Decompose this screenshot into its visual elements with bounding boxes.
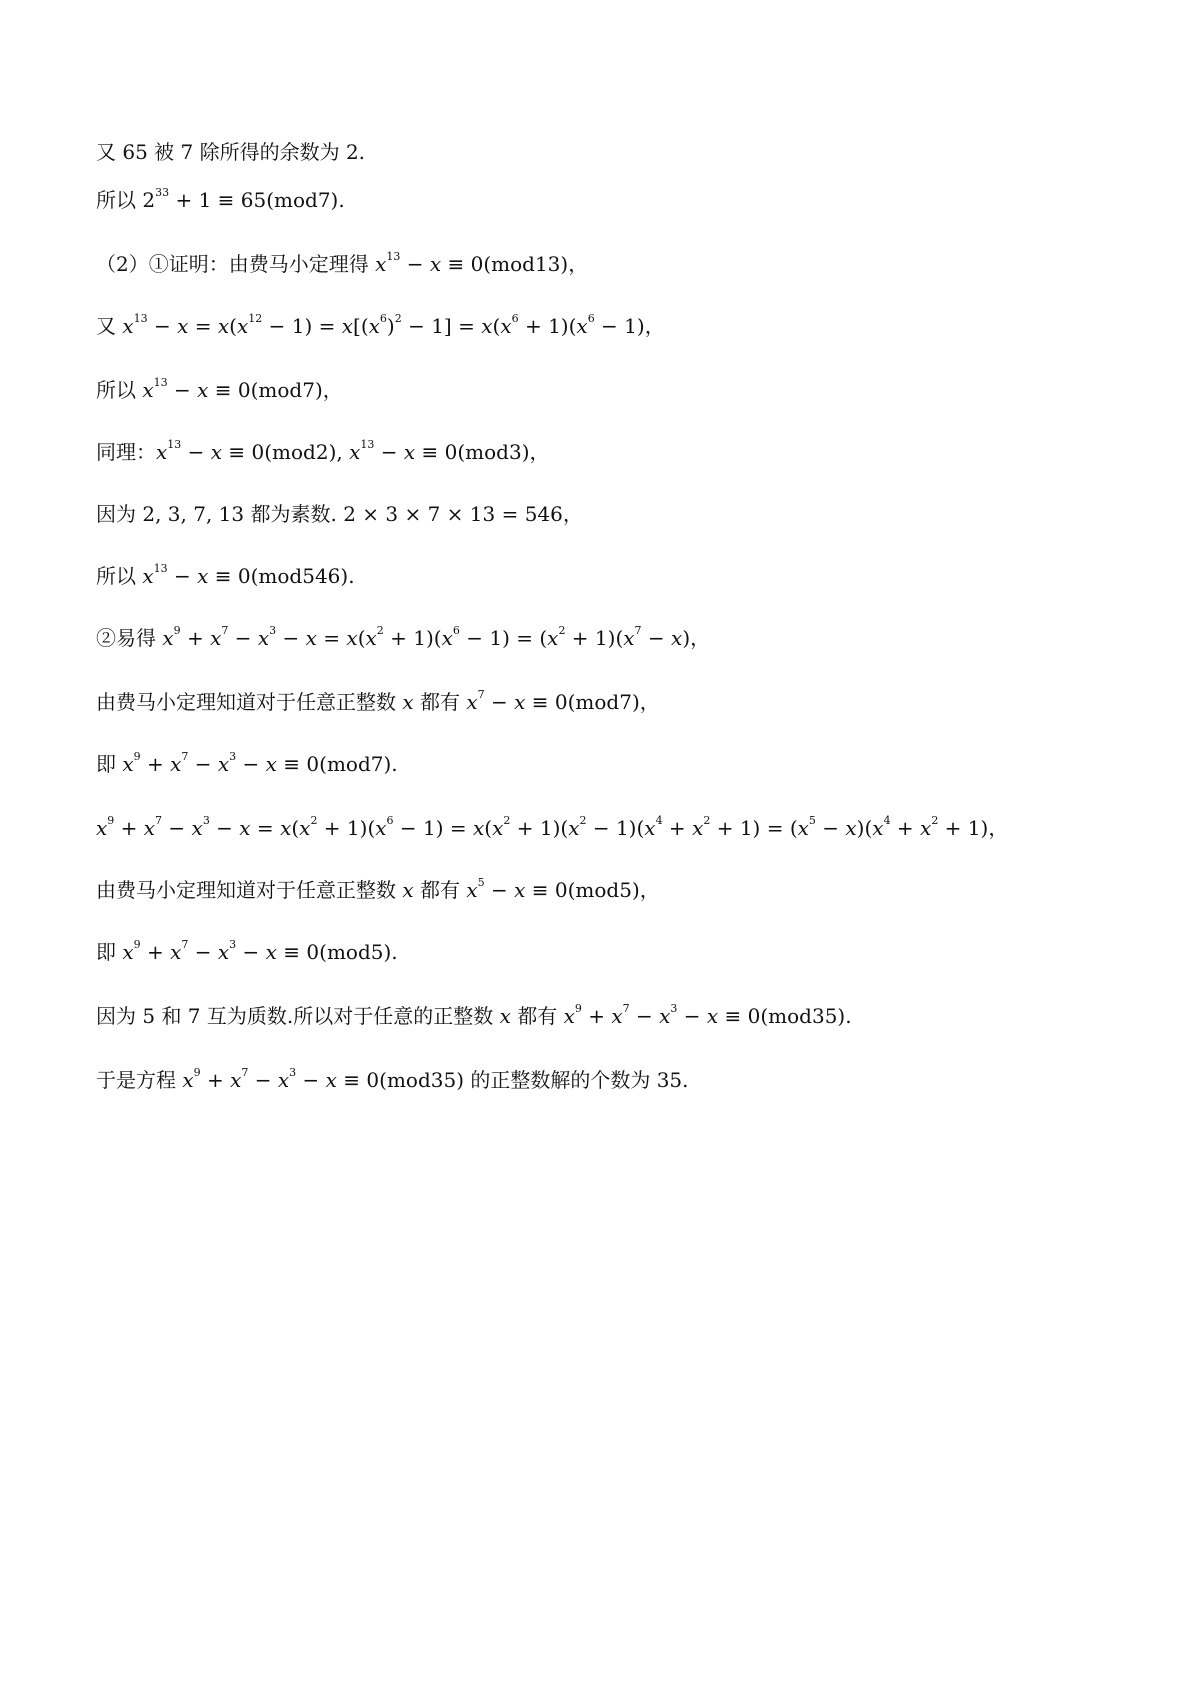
text-line-2: 所以 $2^{33} + 1 \equiv 65(mod7)$. [96, 186, 345, 212]
text-line-14: 即 $x^9 + x^7 - x^3 - x \equiv 0(mod5)$. [96, 938, 398, 964]
text-line-5: 所以 $x^{13} - x \equiv 0(mod7)$， [96, 376, 343, 402]
text-line-9: ②易得 $x^9 + x^7 - x^3 - x = x(x^2 + 1)(x^6 - 1) = (x^2 + 1)(x^7 - x)$， [96, 624, 711, 650]
text-line-11: 即 $x^9 + x^7 - x^3 - x \equiv 0(mod7)$. [96, 750, 398, 776]
text-line-10: 由费马小定理知道对于任意正整数 x 都有 $x^7 - x \equiv 0(mod7)$， [96, 688, 660, 714]
text-line-7: 因为 2, 3, 7, 13 都为素数. 2 × 3 × 7 × 13 = 546， [96, 502, 583, 526]
text-line-8: 所以 $x^{13} - x \equiv 0(mod546)$. [96, 562, 355, 588]
text-line-3: （2）①证明：由费马小定理得 $x^{13} - x \equiv 0(mod13)$， [96, 250, 589, 276]
text-line-13: 由费马小定理知道对于任意正整数 x 都有 $x^5 - x \equiv 0(mod5)$， [96, 876, 660, 902]
text-line-6: 同理：$x^{13} - x \equiv 0(mod2)$, $x^{13} - x \equiv 0(mod3)$， [96, 438, 550, 464]
text-line-4: 又 $x^{13} - x = x(x^{12} - 1) = x[(x^6)^2 - 1] = x(x^6 + 1)(x^6 - 1)$， [96, 312, 665, 338]
text-line-16: 于是方程 $x^9 + x^7 - x^3 - x \equiv 0(mod35)$ 的正整数解的个数为 35. [96, 1066, 689, 1092]
text-line-12: $x^9 + x^7 - x^3 - x = x(x^2 + 1)(x^6 - 1) = x(x^2 + 1)(x^2 - 1)(x^4 + x^2 + 1) = (x^5 - x)(x^4 + x^2 + 1)$， [96, 814, 1009, 840]
text-line-15: 因为 5 和 7 互为质数.所以对于任意的正整数 x 都有 $x^9 + x^7 - x^3 - x \equiv 0(mod35)$. [96, 1002, 852, 1028]
text-line-1: 又 65 被 7 除所得的余数为 2. [96, 140, 366, 164]
